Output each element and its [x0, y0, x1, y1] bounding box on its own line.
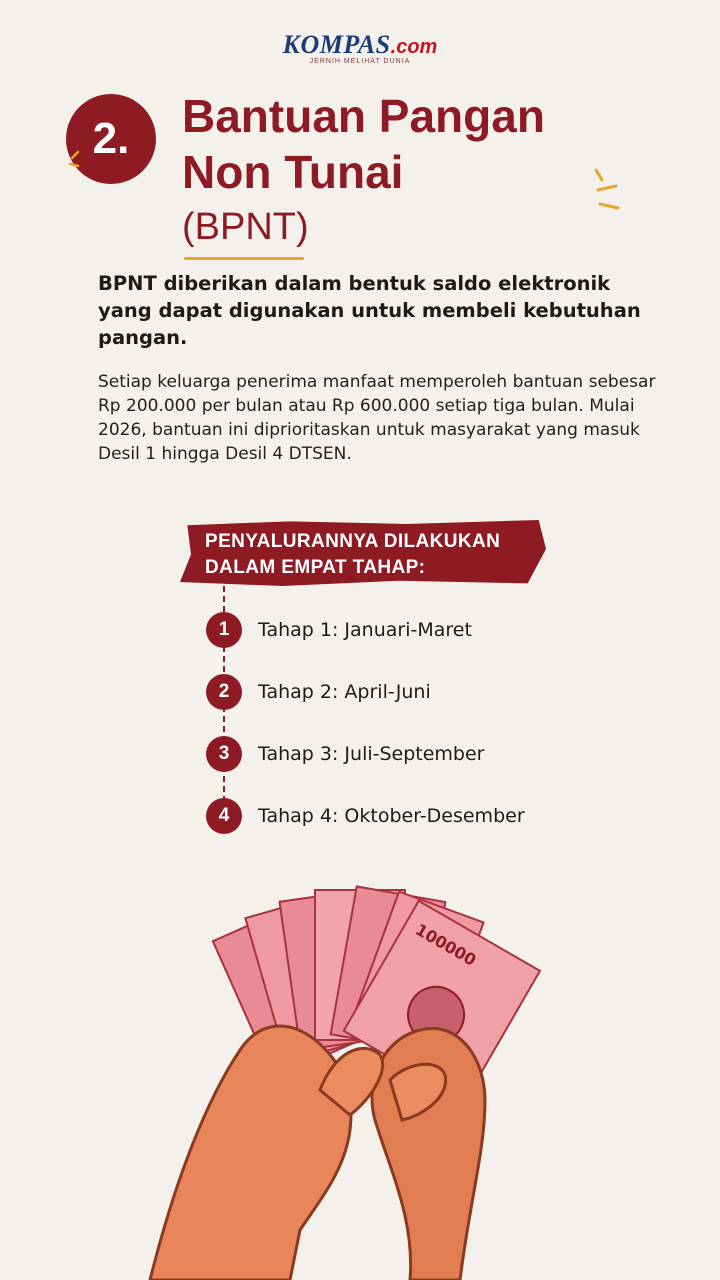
- banknote-value: 100000: [412, 919, 480, 970]
- left-hand: [150, 1026, 351, 1280]
- timeline-step: [206, 798, 525, 834]
- step-number-badge: 1: [206, 612, 242, 648]
- logo-name: KOMPAS: [282, 30, 391, 59]
- timeline-step: [206, 612, 472, 648]
- steps-header-line-2: DALAM EMPAT TAHAP:: [205, 557, 426, 578]
- spark-right-icon: [590, 166, 624, 212]
- step-label: Tahap 4: Oktober-Desember: [258, 805, 525, 827]
- title-line-1: Bantuan Pangan: [182, 90, 545, 142]
- kompas-logo[interactable]: [0, 30, 720, 65]
- page-title: [182, 88, 545, 200]
- lead-paragraph: BPNT diberikan dalam bentuk saldo elektronik yang dapat digunakan untuk membeli kebutuhan pangan.: [98, 272, 641, 349]
- section-number-badge: 2.: [66, 94, 156, 184]
- step-number-badge: 4: [206, 798, 242, 834]
- subtitle-underline: [184, 257, 304, 260]
- hands-holding-money-illustration: [140, 870, 580, 1280]
- body-paragraph: Setiap keluarga penerima manfaat memperoleh bantuan sebesar Rp 200.000 per bulan atau Rp 600.000 setiap tiga bulan. Mulai 2026, bantuan ini diprioritaskan untuk masyarakat yang masuk Desil 1 hingga Desil 4 DTSEN.: [98, 372, 656, 464]
- logo-tagline: JERNIH MELIHAT DUNIA: [309, 58, 411, 65]
- logo-suffix: .com: [390, 36, 438, 58]
- title-line-2: Non Tunai: [182, 146, 404, 198]
- step-label: Tahap 1: Januari-Maret: [258, 619, 472, 641]
- steps-header-text: [205, 529, 545, 581]
- page-subtitle: (BPNT): [182, 206, 309, 248]
- step-number-badge: 3: [206, 736, 242, 772]
- timeline-step: [206, 674, 431, 710]
- step-label: Tahap 3: Juli-September: [258, 743, 485, 765]
- step-number-badge: 2: [206, 674, 242, 710]
- step-label: Tahap 2: April-Juni: [258, 681, 431, 703]
- timeline-step: [206, 736, 485, 772]
- steps-header-line-1: PENYALURANNYA DILAKUKAN: [205, 531, 501, 552]
- spark-left-icon: [68, 150, 82, 176]
